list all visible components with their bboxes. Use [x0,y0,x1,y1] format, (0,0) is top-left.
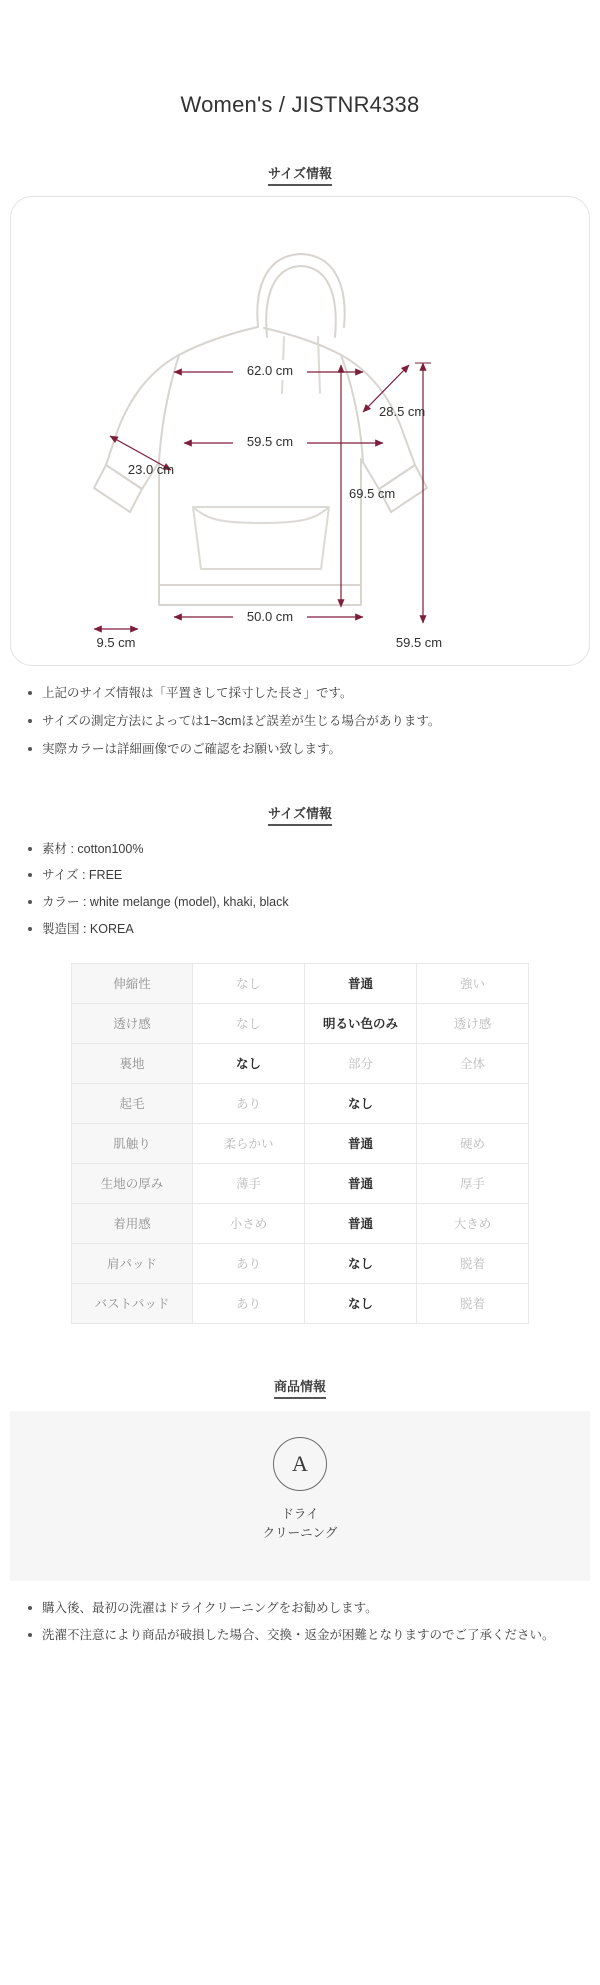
table-row [72,1163,529,1203]
attr-option: 全体 [417,1043,529,1083]
attr-label: 起毛 [72,1083,193,1123]
attr-option: 厚手 [417,1163,529,1203]
attr-option: 大きめ [417,1203,529,1243]
size-section-heading-label: サイズ情報 [268,166,332,186]
attr-option: なし [193,1043,305,1083]
dimension-labels [96,360,442,650]
attr-option: 普通 [305,1123,417,1163]
table-row [72,963,529,1003]
attribute-table [71,963,529,1324]
table-row [72,1003,529,1043]
attr-option: あり [193,1283,305,1323]
attr-label: バストパッド [72,1283,193,1323]
attr-label: 裏地 [72,1043,193,1083]
attr-option: 脱着 [417,1283,529,1323]
dry-clean-icon [273,1437,327,1491]
attr-option: 普通 [305,1163,417,1203]
dry-clean-icon-letter: A [292,1450,308,1476]
dim-chest: 62.0 cm [246,363,294,379]
attr-option: 薄手 [193,1163,305,1203]
list-item: 実際カラーは詳細画像でのご確認をお願い致します。 [28,740,580,759]
attr-option: なし [305,1243,417,1283]
attr-label: 伸縮性 [72,963,193,1003]
dim-hem: 50.0 cm [246,609,294,625]
hoodie-illustration [94,254,427,605]
attr-option: 小さめ [193,1203,305,1243]
table-row [72,1083,529,1123]
table-row [72,1123,529,1163]
attr-option: なし [193,963,305,1003]
attr-option: 透け感 [417,1003,529,1043]
size-section-heading [0,163,600,182]
spec-section-heading [0,803,600,822]
size-diagram [10,196,590,666]
attr-label: 生地の厚み [72,1163,193,1203]
attr-label: 透け感 [72,1003,193,1043]
list-item: サイズ : FREE [28,866,580,885]
table-row [72,1283,529,1323]
attr-option: なし [193,1003,305,1043]
dim-waist: 59.5 cm [246,434,294,450]
care-section-heading [0,1376,600,1395]
product-detail-page [0,15,600,1694]
list-item: カラー : white melange (model), khaki, black [28,893,580,912]
care-section-heading-label: 商品情報 [274,1379,326,1399]
list-item: 素材 : cotton100% [28,840,580,859]
dim-length: 69.5 cm [349,486,396,502]
attr-label: 肌触り [72,1123,193,1163]
list-item: 購入後、最初の洗濯はドライクリーニングをお勧めします。 [28,1599,580,1618]
attr-option: 部分 [305,1043,417,1083]
attr-option: 脱着 [417,1243,529,1283]
attr-option: あり [193,1243,305,1283]
attr-option: 硬め [417,1123,529,1163]
care-label-line1: ドライ [281,1506,319,1521]
dim-shoulder: 23.0 cm [127,462,175,478]
spec-section-heading-label: サイズ情報 [268,806,332,826]
attr-label: 着用感 [72,1203,193,1243]
attr-option: 明るい色のみ [305,1003,417,1043]
attr-option: 柔らかい [193,1123,305,1163]
list-item: サイズの測定方法によっては1~3cmほど誤差が生じる場合があります。 [28,712,580,731]
list-item: 製造国 : KOREA [28,920,580,939]
bottom-spacer [0,1654,600,1694]
attr-label: 肩パッド [72,1243,193,1283]
size-diagram-svg [11,197,590,666]
attr-option: 普通 [305,963,417,1003]
care-notes-list [0,1599,600,1646]
size-notes-list [0,684,600,758]
spec-list [0,840,600,939]
dim-shoulder-sleeve: 28.5 cm [379,404,426,420]
care-symbol-box [10,1411,590,1581]
attr-option: あり [193,1083,305,1123]
care-label-line2: クリーニング [262,1525,338,1540]
attr-option: 強い [417,963,529,1003]
attr-option: なし [305,1083,417,1123]
table-row [72,1043,529,1083]
attr-option [417,1083,529,1123]
list-item: 上記のサイズ情報は「平置きして採寸した長さ」です。 [28,684,580,703]
attr-option: なし [305,1283,417,1323]
dim-cuff: 9.5 cm [96,635,136,651]
care-label [10,1505,590,1544]
table-row [72,1203,529,1243]
dim-sleeve: 59.5 cm [395,635,443,651]
page-title: Women's / JISTNR4338 [180,91,420,117]
table-row [72,1243,529,1283]
attr-option: 普通 [305,1203,417,1243]
list-item: 洗濯不注意により商品が破損した場合、交換・返金が困難となりますのでご了承ください。 [28,1626,580,1645]
